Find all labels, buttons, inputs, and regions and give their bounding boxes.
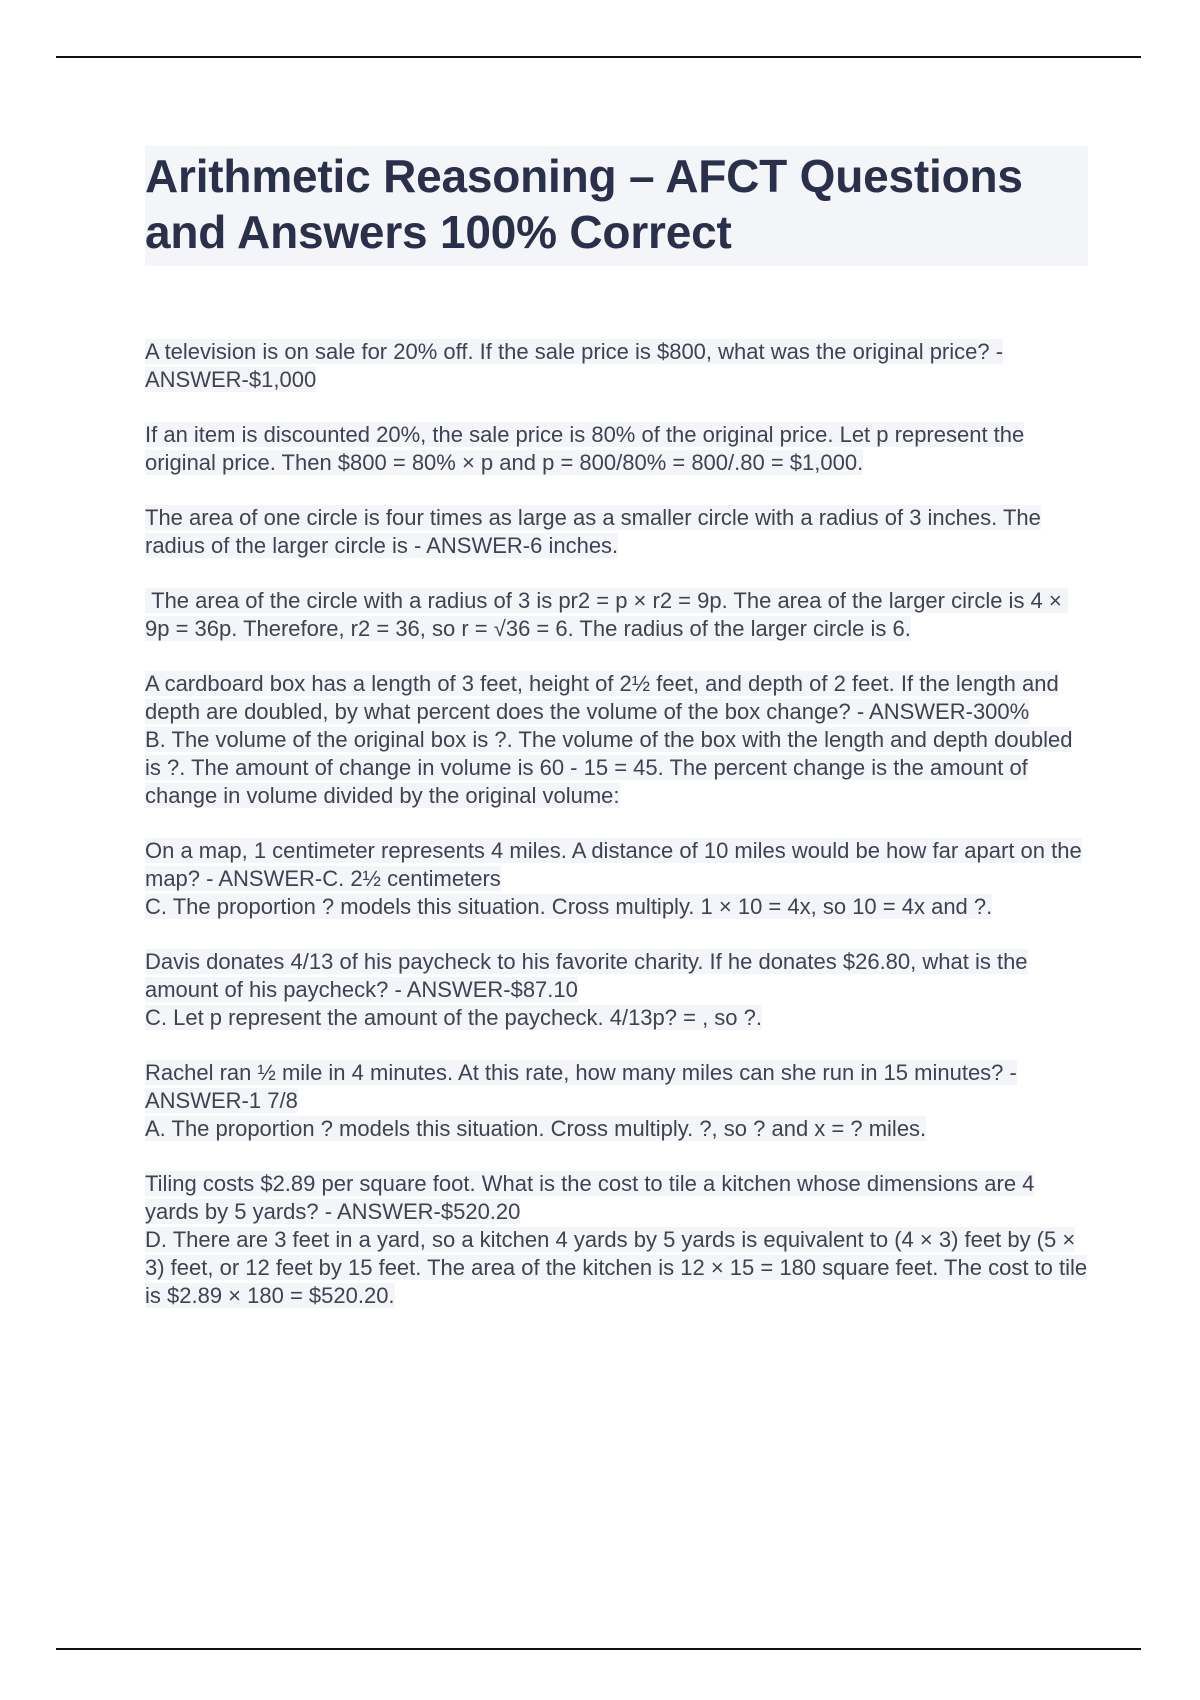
qa-block-discount-explanation — [145, 421, 1090, 477]
qa-block-paycheck — [145, 948, 1090, 1032]
title-block — [145, 146, 1088, 266]
question-answer-text: Davis donates 4/13 of his paycheck to his favorite charity. If he donates $26.80, what is the amount of his paycheck? - ANSWER-$87.10 — [145, 949, 1028, 1002]
explanation-text: C. The proportion ? models this situation. Cross multiply. 1 × 10 = 4x, so 10 = 4x and ?. — [145, 894, 993, 919]
question-answer-text: A television is on sale for 20% off. If the sale price is $800, what was the original price? - ANSWER-$1,000 — [145, 339, 1004, 392]
document-body — [145, 338, 1090, 1310]
footer-rule — [56, 1648, 1141, 1650]
question-answer-text: The area of one circle is four times as large as a smaller circle with a radius of 3 inches. The radius of the larger circle is - ANSWER-6 inches. — [145, 505, 1041, 558]
question-answer-text: Tiling costs $2.89 per square foot. What is the cost to tile a kitchen whose dimensions are 4 yards by 5 yards? - ANSWER-$520.20 — [145, 1171, 1035, 1224]
qa-block-television — [145, 338, 1090, 394]
explanation-text: C. Let p represent the amount of the paycheck. 4/13p? = , so ?. — [145, 1005, 762, 1030]
qa-block-cardboard-box — [145, 670, 1090, 810]
question-answer-text: On a map, 1 centimeter represents 4 miles. A distance of 10 miles would be how far apart on the map? - ANSWER-C. 2½ centimeters — [145, 838, 1082, 891]
question-answer-text: Rachel ran ½ mile in 4 minutes. At this rate, how many miles can she run in 15 minutes? - ANSWER-1 7/8 — [145, 1060, 1017, 1113]
document-title: Arithmetic Reasoning – AFCT Questions and Answers 100% Correct — [145, 150, 1023, 258]
explanation-text: D. There are 3 feet in a yard, so a kitchen 4 yards by 5 yards is equivalent to (4 × 3) feet by (5 × 3) feet, or 12 feet by 15 feet. The area of the kitchen is 12 × 15 = 180 square feet. The cost to tile is $2.89 × 180 = $520.20. — [145, 1227, 1088, 1308]
qa-block-circle-explanation — [145, 587, 1090, 643]
explanation-text: A. The proportion ? models this situation. Cross multiply. ?, so ? and x = ? miles. — [145, 1116, 927, 1141]
qa-block-circle — [145, 504, 1090, 560]
explanation-text: If an item is discounted 20%, the sale price is 80% of the original price. Let p represent the original price. Then $800 = 80% × p and p = 800/80% = 800/.80 = $1,000. — [145, 422, 1025, 475]
question-answer-text: A cardboard box has a length of 3 feet, height of 2½ feet, and depth of 2 feet. If the length and depth are doubled, by what percent does the volume of the box change? - ANSWER-300% — [145, 671, 1059, 724]
qa-block-tiling-cost — [145, 1170, 1090, 1310]
explanation-text: The area of the circle with a radius of 3 is pr2 = p × r2 = 9p. The area of the larger circle is 4 × 9p = 36p. Therefore, r2 = 36, so r = √36 = 6. The radius of the larger circle is 6. — [145, 588, 1068, 641]
qa-block-map-scale — [145, 837, 1090, 921]
header-rule — [56, 56, 1141, 58]
explanation-text: B. The volume of the original box is ?. The volume of the box with the length and depth doubled is ?. The amount of change in volume is 60 - 15 = 45. The percent change is the amount of change in volume divided by the original volume: — [145, 727, 1073, 808]
qa-block-running-rate — [145, 1059, 1090, 1143]
